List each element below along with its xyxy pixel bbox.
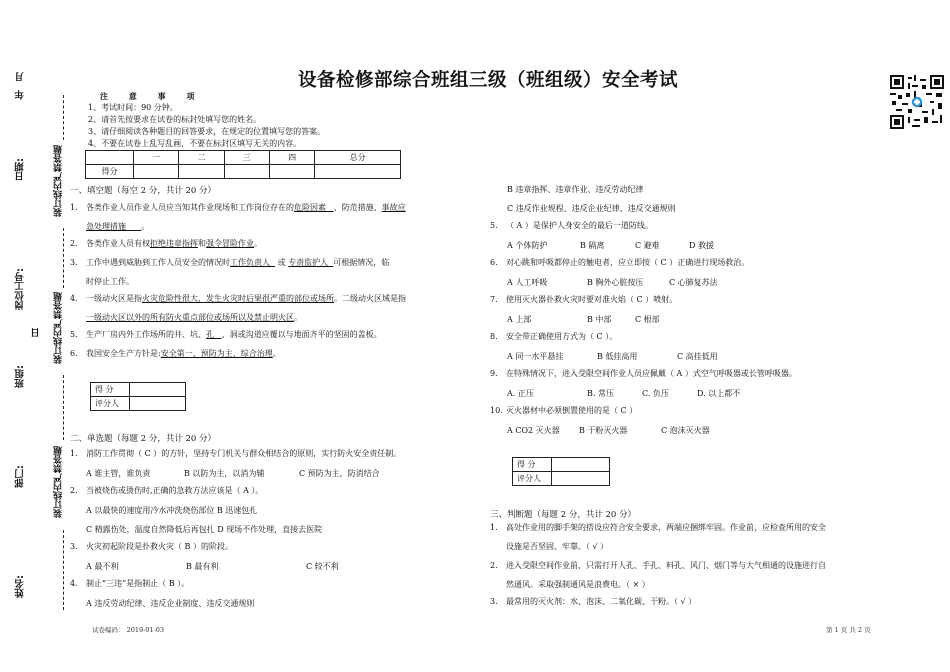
choice-options [507, 240, 714, 251]
answer-text: 危险因素 [294, 203, 326, 212]
score-cell[interactable] [315, 165, 401, 179]
answer-text: 急处理措施 [86, 222, 126, 231]
question-text: 、洞或沟道应覆以与地面齐平的坚固的盖板。 [221, 330, 382, 339]
choice-question-6: 6. 对心跳和呼吸都停止的触电者，应立即按（ C ）正确进行现场救治。 [490, 258, 750, 267]
question-text: 高处作业用的脚手架的搭设应符合安全要求，两端应捆绑牢固。作业前，应检查所用的安全 [506, 523, 826, 532]
side-post-id: 岗位工号: [15, 268, 26, 310]
choice-options [86, 468, 380, 479]
option[interactable]: C. 负压 [642, 389, 669, 398]
option[interactable]: B 隔离 [580, 241, 605, 250]
qr-code-icon [890, 75, 944, 129]
question-text: 。 [294, 313, 302, 322]
answer-text: 专责监护人 [288, 258, 329, 267]
answer-text: 强令冒险作业 [206, 239, 254, 248]
question-text: 。 [141, 222, 150, 231]
choice-options [507, 388, 740, 399]
fill-question-4: 4. 一级动火区是指火灾危险性很大，发生火灾时后果很严重的部位或场所。二级动火区域是指 一级动火区以外的所有防火重点部位或场所以及禁止明火区。 [70, 294, 406, 322]
section3-title: 三、判断题（每题 2 分，共计 20 分） [490, 510, 637, 520]
option[interactable]: B 干粉灭火器 [579, 426, 628, 435]
grader-box-2 [512, 457, 610, 486]
question-text: 火灾初起阶段是扑救火灾（ B ）的阶段。 [86, 542, 233, 551]
choice-question-3: 3. 火灾初起阶段是扑救火灾（ B ）的阶段。 [70, 542, 233, 551]
fill-question-1: 1. 各类作业人员作业人员应当知其作业现场和工作岗位存在的危险因素 、防范措施、事故应 急处理措施 。 [70, 203, 406, 231]
grader-name-label: 评分人 [513, 472, 552, 486]
choice-options [507, 425, 710, 436]
fill-question-6: 6. 我国安全生产方针是:安全第一、预防为主、综合治理。 [70, 349, 281, 358]
grader-score-cell[interactable] [130, 383, 186, 397]
question-text: 。 [272, 349, 281, 358]
question-text: 使用灭火器扑救火灾时要对准火焰（ C ）喷射。 [506, 295, 678, 304]
score-cell[interactable] [179, 165, 224, 179]
option[interactable]: C 高挂低用 [677, 352, 718, 361]
choice-question-2: 2. 当被烧伤或烫伤时,正确的急救方法应该是（ A ）。 [70, 486, 264, 495]
side-dept: 部门: [15, 465, 26, 488]
question-text: 进入受限空间作业前，只需打开人孔、手孔、料孔、风门、烟门等与大气相通的设施进行自 [506, 561, 826, 570]
option[interactable]: A 同一水平悬挂 [507, 352, 564, 361]
fill-question-5: 5. 生产厂房内外工作场所的井、坑、孔 、洞或沟道应覆以与地面齐平的坚固的盖板。 [70, 330, 382, 339]
question-text: 。 [254, 239, 262, 248]
question-text: 设施是否坚固、牢靠。（ √ ） [506, 542, 609, 551]
option[interactable]: A 个体防护 [507, 241, 548, 250]
grader-name-cell[interactable] [552, 472, 610, 486]
side-year: 年 [15, 90, 26, 100]
note-item: 2、请首先按要求在试卷的标封处填写您的姓名。 [88, 115, 262, 124]
question-text: 各类作业人员有权 [86, 239, 150, 248]
answer-text: 工作负责人 [230, 258, 270, 267]
note-item: 1、考试时间：90 分钟。 [88, 103, 178, 112]
option[interactable]: B 胸外心脏按压 [587, 278, 644, 287]
option[interactable]: B 中部 [587, 315, 612, 324]
choice-question-5: 5. （ A ）是保护人身安全的最后一道防线。 [490, 221, 653, 230]
option[interactable]: B 最有利 [186, 562, 219, 571]
answer-text: 孔 [206, 330, 214, 339]
answer-text: 拒绝违章指挥 [150, 239, 198, 248]
question-text: 或 [277, 258, 286, 267]
side-day: 日 [31, 328, 42, 338]
answer-text: 火灾危险性很大，发生火灾时后果很严重的部位或场所 [142, 294, 334, 303]
page-number: 第 1 页 共 2 页 [826, 626, 871, 634]
side-date: 日期: [15, 158, 26, 181]
side-team: 班组: [15, 365, 26, 388]
choice-options [86, 561, 339, 572]
exam-code: 试卷编码： 2019-01-03 [92, 626, 165, 634]
binding-warning-1: 装订线内严禁答题 [54, 145, 64, 217]
question-text: （ A ）是保护人身安全的最后一道防线。 [506, 221, 653, 230]
question-text: 制止“三违”是指制止（ B ）。 [86, 579, 190, 588]
option[interactable]: A 人工呼吸 [507, 278, 548, 287]
score-cell[interactable] [269, 165, 314, 179]
grader-score-label: 得 分 [513, 458, 552, 472]
question-text: 在特殊情况下，进入受限空间作业人员应佩戴（ A ）式空气呼吸器或长管呼吸器。 [506, 369, 797, 378]
question-text: 时停止工作。 [86, 277, 134, 286]
question-text: 工作中遇到威胁到工作人员安全的情况时 [86, 258, 230, 267]
option[interactable]: A 以最快的速度用冷水冲洗烧伤部位 B 迅速包扎 [86, 506, 258, 515]
score-header-cell: 四 [269, 151, 314, 165]
option[interactable]: C 精露伤处，温度自然降低后再包扎 D 现场不作处理，直接去医院 [86, 525, 323, 534]
side-month: 月 [15, 72, 26, 82]
fill-question-2: 2. 各类作业人员有权拒绝违章指挥和强令冒险作业。 [70, 239, 262, 248]
choice-question-4: 4. 制止“三违”是指制止（ B ）。 [70, 579, 190, 588]
question-text: 我国安全生产方针是: [86, 349, 161, 358]
question-text: 可根据情况，临 [333, 258, 390, 267]
option[interactable]: A CO2 灭火器 [507, 426, 560, 435]
score-cell[interactable] [224, 165, 269, 179]
judge-question-2: 2. 进入受限空间作业前，只需打开人孔、手孔、料孔、风门、烟门等与大气相通的设施进行自 然通风。采取强制通风是浪费电。（ × ） [490, 561, 826, 589]
question-text: 最常用的灭火剂：水、泡沫、二氧化碳、干粉。（ √ ） [506, 597, 697, 606]
note-item: 4、不要在试卷上乱写乱画，不要在标封区填写无关的内容。 [88, 139, 302, 148]
choice-options [507, 277, 718, 288]
choice-options [507, 351, 718, 362]
option[interactable]: B 以防为主，以消为辅 [184, 469, 265, 478]
grader-name-label: 评分人 [91, 397, 130, 411]
question-text: 一级动火区是指 [86, 294, 142, 303]
option[interactable]: A 违反劳动纪律、违反企业制度、违反交通规则 [86, 599, 255, 608]
question-text: 安全带正确使用方式为（ C ）。 [506, 332, 618, 341]
question-text: 当被烧伤或烫伤时,正确的急救方法应该是（ A ）。 [86, 486, 264, 495]
notes-heading: 注 意 事 项 [100, 91, 204, 101]
question-text: 和 [198, 239, 206, 248]
option[interactable]: C 较不利 [306, 562, 339, 571]
grader-name-cell[interactable] [130, 397, 186, 411]
choice-question-8: 8. 安全带正确使用方式为（ C ）。 [490, 332, 618, 341]
judge-question-3: 3. 最常用的灭火剂：水、泡沫、二氧化碳、干粉。（ √ ） [490, 597, 697, 606]
answer-text: 事故应 [381, 203, 406, 212]
option[interactable]: C 根部 [635, 315, 660, 324]
section1-title: 一、填空题（每空 2 分，共计 20 分） [70, 186, 217, 196]
option[interactable]: C 违反作业规程、违反企业纪律、违反交通规则 [507, 204, 676, 213]
question-text: 生产厂房内外工作场所的井、坑、 [86, 330, 206, 339]
exam-notes [88, 90, 325, 150]
fill-question-3: 3. 工作中遇到威胁到工作人员安全的情况时工作负责人 或 专责监护人 可根据情况，临 时停止工作。 [70, 258, 390, 286]
score-row-label: 得分 [86, 165, 134, 179]
choice-question-1: 1. 消防工作贯彻（ C ）的方针，坚持专门机关与群众相结合的原则，实行防火安全责任制。 [70, 449, 402, 458]
grader-score-cell[interactable] [552, 458, 610, 472]
option[interactable]: B. 常压 [587, 389, 614, 398]
side-name: 姓名: [15, 575, 26, 598]
question-text: 然通风。采取强制通风是浪费电。（ × ） [506, 580, 650, 589]
option[interactable]: C 避难 [635, 241, 660, 250]
section2-title: 二、单选题（每题 2 分，共计 20 分） [70, 434, 217, 444]
option[interactable]: D. 以上都不 [697, 389, 741, 398]
binding-warning-3: 装订线内严禁答题 [54, 446, 64, 518]
grader-box-1 [90, 382, 186, 411]
question-text: 灭火器材中必须倒置使用的是（ C ） [506, 406, 638, 415]
question-text: 消防工作贯彻（ C ）的方针，坚持专门机关与群众相结合的原则，实行防火安全责任制。 [86, 449, 402, 458]
judge-question-1: 1. 高处作业用的脚手架的搭设应符合安全要求，两端应捆绑牢固。作业前，应检查所用的安全 设施是否坚固、牢靠。（ √ ） [490, 523, 826, 551]
question-text: 对心跳和呼吸都停止的触电者，应立即按（ C ）正确进行现场救治。 [506, 258, 750, 267]
score-header-cell: 一 [134, 151, 179, 165]
exam-title: 设备检修部综合班组三级（班组级）安全考试 [298, 70, 679, 91]
note-item: 3、请仔细阅读各种题目的回答要求，在规定的位置填写您的答案。 [88, 127, 326, 136]
option[interactable]: B 低挂高用 [597, 352, 638, 361]
score-header-cell: 三 [224, 151, 269, 165]
option[interactable]: C 心肺复苏法 [669, 278, 718, 287]
option[interactable]: A 最不利 [86, 562, 119, 571]
option[interactable]: C 泡沫灭火器 [661, 426, 710, 435]
option[interactable]: B 违章指挥、违章作业、违反劳动纪律 [507, 185, 644, 194]
option[interactable]: A 谁主管，谁负责 [86, 469, 151, 478]
score-header-cell [86, 151, 134, 165]
choice-options [507, 314, 660, 325]
option[interactable]: D 救援 [689, 241, 714, 250]
score-header-cell: 总分 [315, 151, 401, 165]
choice-question-9: 9. 在特殊情况下，进入受限空间作业人员应佩戴（ A ）式空气呼吸器或长管呼吸器。 [490, 369, 797, 378]
answer-text: 安全第一、预防为主、综合治理 [160, 349, 273, 358]
option[interactable]: A. 正压 [507, 389, 534, 398]
question-text: 、防范措施、 [333, 203, 382, 212]
grader-score-label: 得 分 [91, 383, 130, 397]
option[interactable]: C 预防为主，防消结合 [299, 469, 380, 478]
question-text: 。二级动火区域是指 [334, 294, 406, 303]
score-cell[interactable] [134, 165, 179, 179]
choice-question-10: 10. 灭火器材中必须倒置使用的是（ C ） [490, 406, 638, 415]
score-header-cell: 二 [179, 151, 224, 165]
question-text: 各类作业人员作业人员应当知其作业现场和工作岗位存在的 [86, 203, 294, 212]
score-table [85, 150, 401, 179]
binding-warning-2: 装订线内严禁答题 [54, 292, 64, 364]
choice-question-7: 7. 使用灭火器扑救火灾时要对准火焰（ C ）喷射。 [490, 295, 678, 304]
option[interactable]: A 上部 [507, 315, 532, 324]
answer-text: 一级动火区以外的所有防火重点部位或场所以及禁止明火区 [86, 313, 294, 322]
